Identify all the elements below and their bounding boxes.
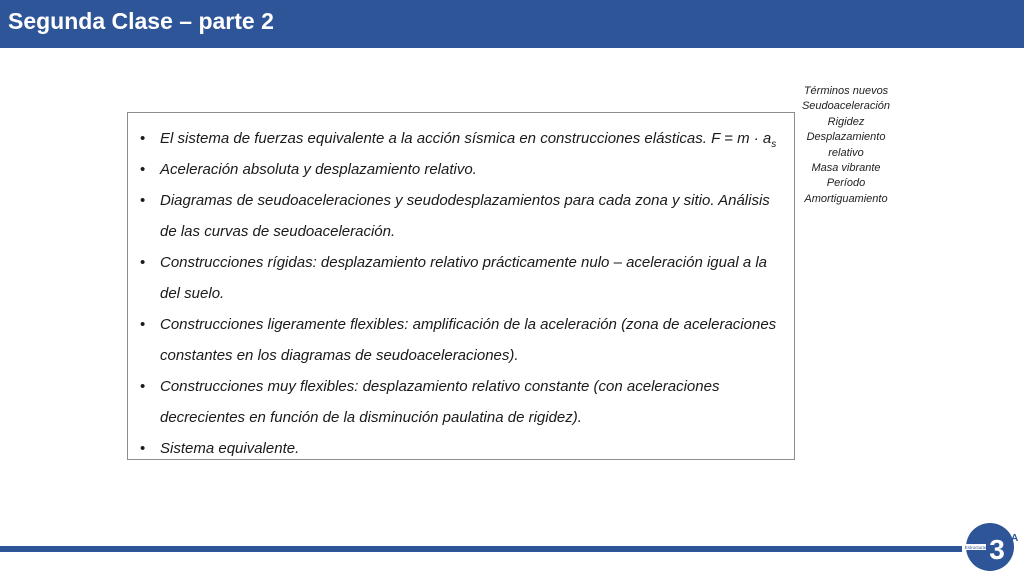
slide-title: Segunda Clase – parte 2 [8, 8, 274, 34]
term-item: Masa vibrante [811, 162, 881, 175]
term-item: Período [826, 177, 866, 190]
bullet-item [128, 123, 788, 154]
term-item: Amortiguamiento [804, 192, 888, 205]
term-item: Desplazamiento [806, 131, 886, 144]
content-box [127, 112, 795, 460]
bullet-subscript: s [771, 139, 777, 150]
bullet-text: Aceleración absoluta y desplazamiento relativo. [160, 161, 477, 178]
footer-rule [0, 546, 962, 552]
bullet-item [128, 371, 788, 433]
bullet-list [128, 123, 788, 464]
bullet-dot: • [140, 254, 146, 271]
new-terms-list [790, 84, 902, 207]
bullet-dot: • [140, 130, 146, 147]
bullet-item [128, 154, 788, 185]
bullet-item [128, 247, 788, 309]
bullet-item [128, 185, 788, 247]
estructuras-3a-logo [964, 519, 1020, 575]
term-item: relativo [828, 146, 864, 159]
bullet-dot: • [140, 192, 146, 209]
logo-letter: A [1011, 533, 1019, 544]
bullet-dot: • [140, 161, 146, 178]
title-bar [0, 0, 1024, 48]
bullet-dot: • [140, 378, 146, 395]
bullet-text: Construcciones rígidas: desplazamiento relativo prácticamente nulo – aceleración igual a la del suelo. [160, 254, 768, 302]
term-item: Seudoaceleración [801, 100, 891, 113]
logo-text: Estructuras [964, 545, 988, 550]
bullet-text: Sistema equivalente. [160, 440, 300, 457]
new-terms-heading: Términos nuevos [803, 85, 889, 97]
bullet-text: Construcciones ligeramente flexibles: amplificación de la aceleración (zona de aceleraciones constantes en los diagramas de seudoaceleraciones). [160, 316, 777, 364]
bullet-text: Diagramas de seudoaceleraciones y seudodesplazamientos para cada zona y sitio. Análisis de las curvas de seudoaceleración. [160, 192, 770, 240]
bullet-item [128, 309, 788, 371]
bullet-dot: • [140, 316, 146, 333]
bullet-text: Construcciones muy flexibles: desplazamiento relativo constante (con aceleraciones decrecientes en función de la disminución paulatina de rigidez). [160, 378, 720, 426]
term-item: Rigidez [827, 115, 865, 128]
logo-number: 3 [989, 534, 1005, 565]
bullet-dot: • [140, 440, 146, 457]
bullet-item [128, 433, 788, 464]
bullet-text: El sistema de fuerzas equivalente a la acción sísmica en construcciones elásticas. F = m · a [160, 130, 772, 147]
